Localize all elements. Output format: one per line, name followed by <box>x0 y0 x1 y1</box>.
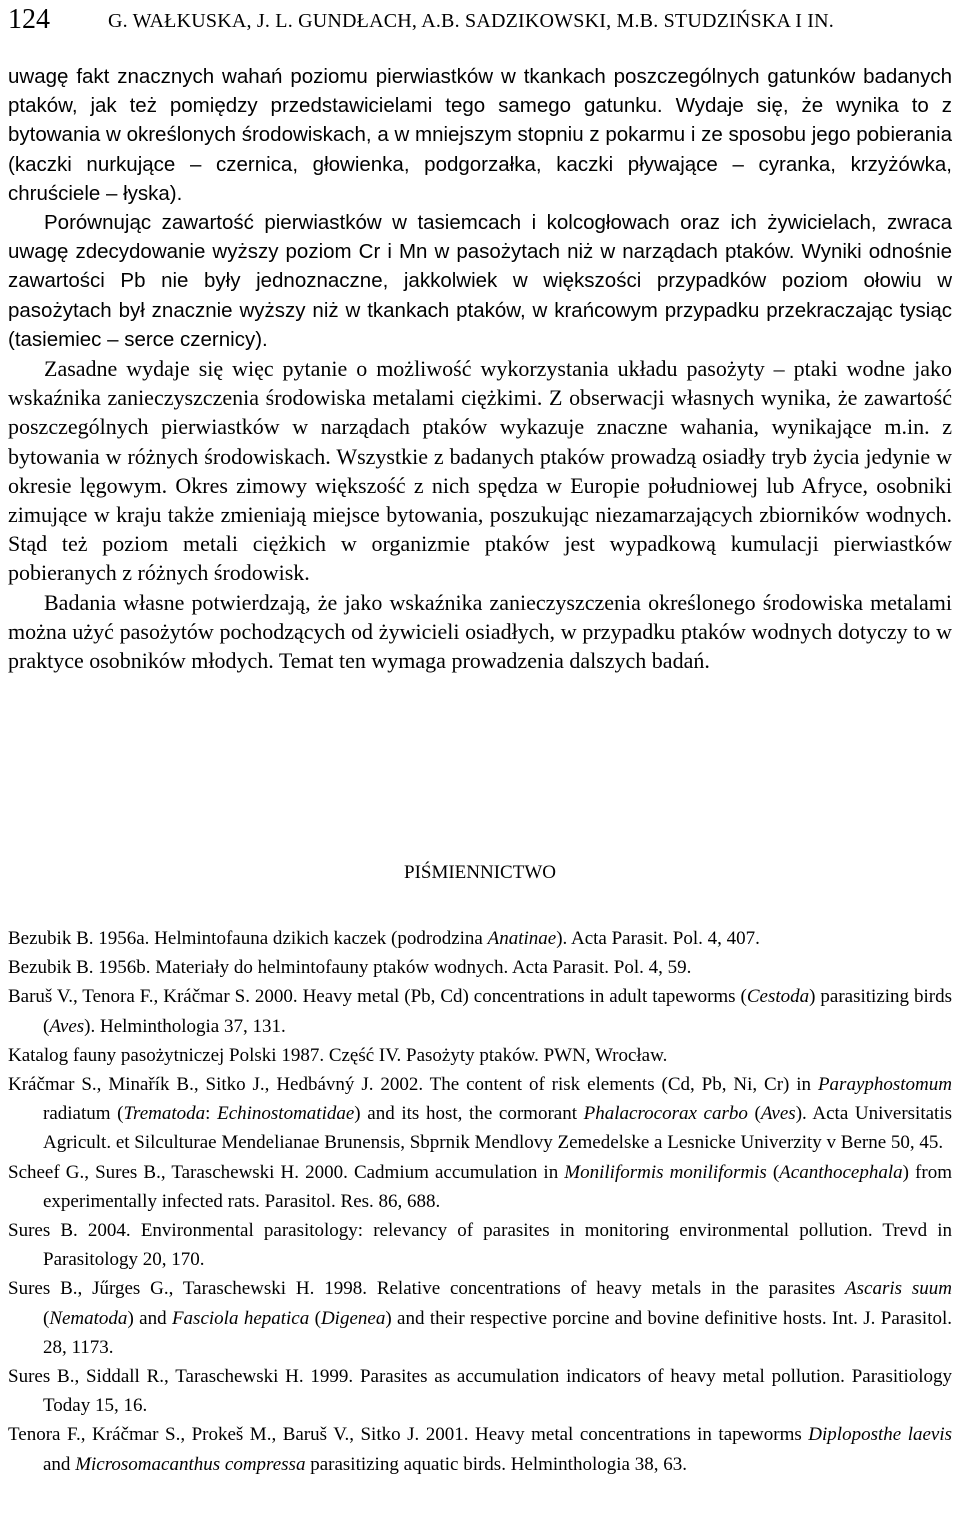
reference-item: Bezubik B. 1956b. Materiały do helmintofauny ptaków wodnych. Acta Parasit. Pol. 4, 59. <box>8 957 692 979</box>
reference-list <box>8 924 952 1479</box>
reference-item: Tenora F., Kráčmar S., Prokeš M., Baruš V., Sitko J. 2001. Heavy metal concentrations in tapeworms Diploposthe laevis and Microsomacanthus compressa parasitizing aquatic birds. Helminthologia 38, 63. <box>8 1424 953 1475</box>
references-heading: PIŚMIENNICTWO <box>404 862 556 883</box>
running-head-authors: G. WAŁKUSKA, J. L. GUNDŁACH, A.B. SADZIKOWSKI, M.B. STUDZIŃSKA I IN. <box>108 10 835 32</box>
reference-item: Sures B. 2004. Environmental parasitology: relevancy of parasites in monitoring environmental pollution. Trevd in Parasitology 20, 170. <box>8 1220 952 1271</box>
reference-item: Baruš V., Tenora F., Kráčmar S. 2000. Heavy metal (Pb, Cd) concentrations in adult tapeworms (Cestoda) parasitizing birds (Aves). Helminthologia 37, 131. <box>8 986 952 1037</box>
reference-item: Kráčmar S., Minařík B., Sitko J., Hedbávný J. 2002. The content of risk elements (Cd, Pb, Ni, Cr) in Parayphostomum radiatum (Trematoda: Echinostomatidae) and its host, the cormorant Phalacrocorax carbo (Aves). Acta Universitatis Agricult. et Silculturae Mendelianae Brunensis, Sbprnik Mendlovy Zemedelske a Lesnicke Univerzity v Berne 50, 45. <box>8 1074 952 1154</box>
reference-item: Sures B., Jűrges G., Taraschewski H. 1998. Relative concentrations of heavy metals in the parasites Ascaris suum (Nematoda) and Fasciola hepatica (Digenea) and their respective porcine and bovine definitive hosts. Int. J. Parasitol. 28, 1173. <box>8 1278 953 1358</box>
running-header <box>8 4 950 40</box>
page-number: 124 <box>8 4 50 35</box>
paragraph-1: uwagę fakt znacznych wahań poziomu pierwiastków w tkankach poszczególnych gatunków badanych ptaków, jak też pomiędzy przedstawicielami tego samego gatunku. Wydaje się, że wynika to z bytowania w określonych środowiskach, a w mniejszym stopniu z pokarmu i ze sposobu jego pobierania (kaczki nurkujące – czernica, głowienka, podgorzałka, kaczki pływające – cyranka, krzyżówka, chruściele – łyska). <box>8 65 952 205</box>
paragraph-4: Badania własne potwierdzają, że jako wskaźnika zanieczyszczenia określonego środowiska metalami można użyć pasożytów pochodzących od żywicieli osiadłych, w przypadku ptaków wodnych dotyczy to w praktyce osobników młodych. Temat ten wymaga prowadzenia dalszych badań. <box>8 589 952 674</box>
reference-item: Sures B., Siddall R., Taraschewski H. 1999. Parasites as accumulation indicators of heavy metal pollution. Parasitiology Today 15, 16. <box>8 1366 952 1417</box>
reference-item: Katalog fauny pasożytniczej Polski 1987. Część IV. Pasożyty ptaków. PWN, Wrocław. <box>8 1044 668 1066</box>
reference-item: Bezubik B. 1956a. Helmintofauna dzikich kaczek (podrodzina Anatinae). Acta Parasit. Pol. 4, 407. <box>8 928 760 949</box>
body-text <box>8 62 952 675</box>
paragraph-3: Zasadne wydaje się więc pytanie o możliwość wykorzystania układu pasożyty – ptaki wodne jako wskaźnika zanieczyszczenia środowiska metalami ciężkimi. Z obserwacji własnych wynika, że zawartość poszczególnych pierwiastków w narządach ptaków wykazuje znaczne wahania, wynikające m.in. z bytowania w różnych środowiskach. Wszystkie z badanych ptaków prowadzą osiadły tryb życia jedynie w okresie lęgowym. Okres zimowy większość z nich spędza w Europie południowej lub Afryce, osobniki zimujące w kraju także zmieniają miejsce bytowania, poszukując niezamarzających zbiorników wodnych. Stąd też poziom metali ciężkich w organizmie ptaków jest wypadkową kumulacji pierwiastków pobieranych z różnych środowisk. <box>8 356 952 586</box>
reference-item: Scheef G., Sures B., Taraschewski H. 2000. Cadmium accumulation in Moniliformis moniliformis (Acanthocephala) from experimentally infected rats. Parasitol. Res. 86, 688. <box>8 1161 952 1212</box>
paragraph-2: Porównując zawartość pierwiastków w tasiemcach i kolcogłowach oraz ich żywicielach, zwraca uwagę zdecydowanie wyższy poziom Cr i Mn w pasożytach niż w narządach ptaków. Wyniki odnośnie zawartości Pb nie były jednoznaczne, jakkolwiek w większości przypadków poziom ołowiu w pasożytach był znacznie wyższy niż w tkankach ptaków, w krańcowym przypadku przekraczając tysiąc (tasiemiec – serce czernicy). <box>8 211 952 351</box>
